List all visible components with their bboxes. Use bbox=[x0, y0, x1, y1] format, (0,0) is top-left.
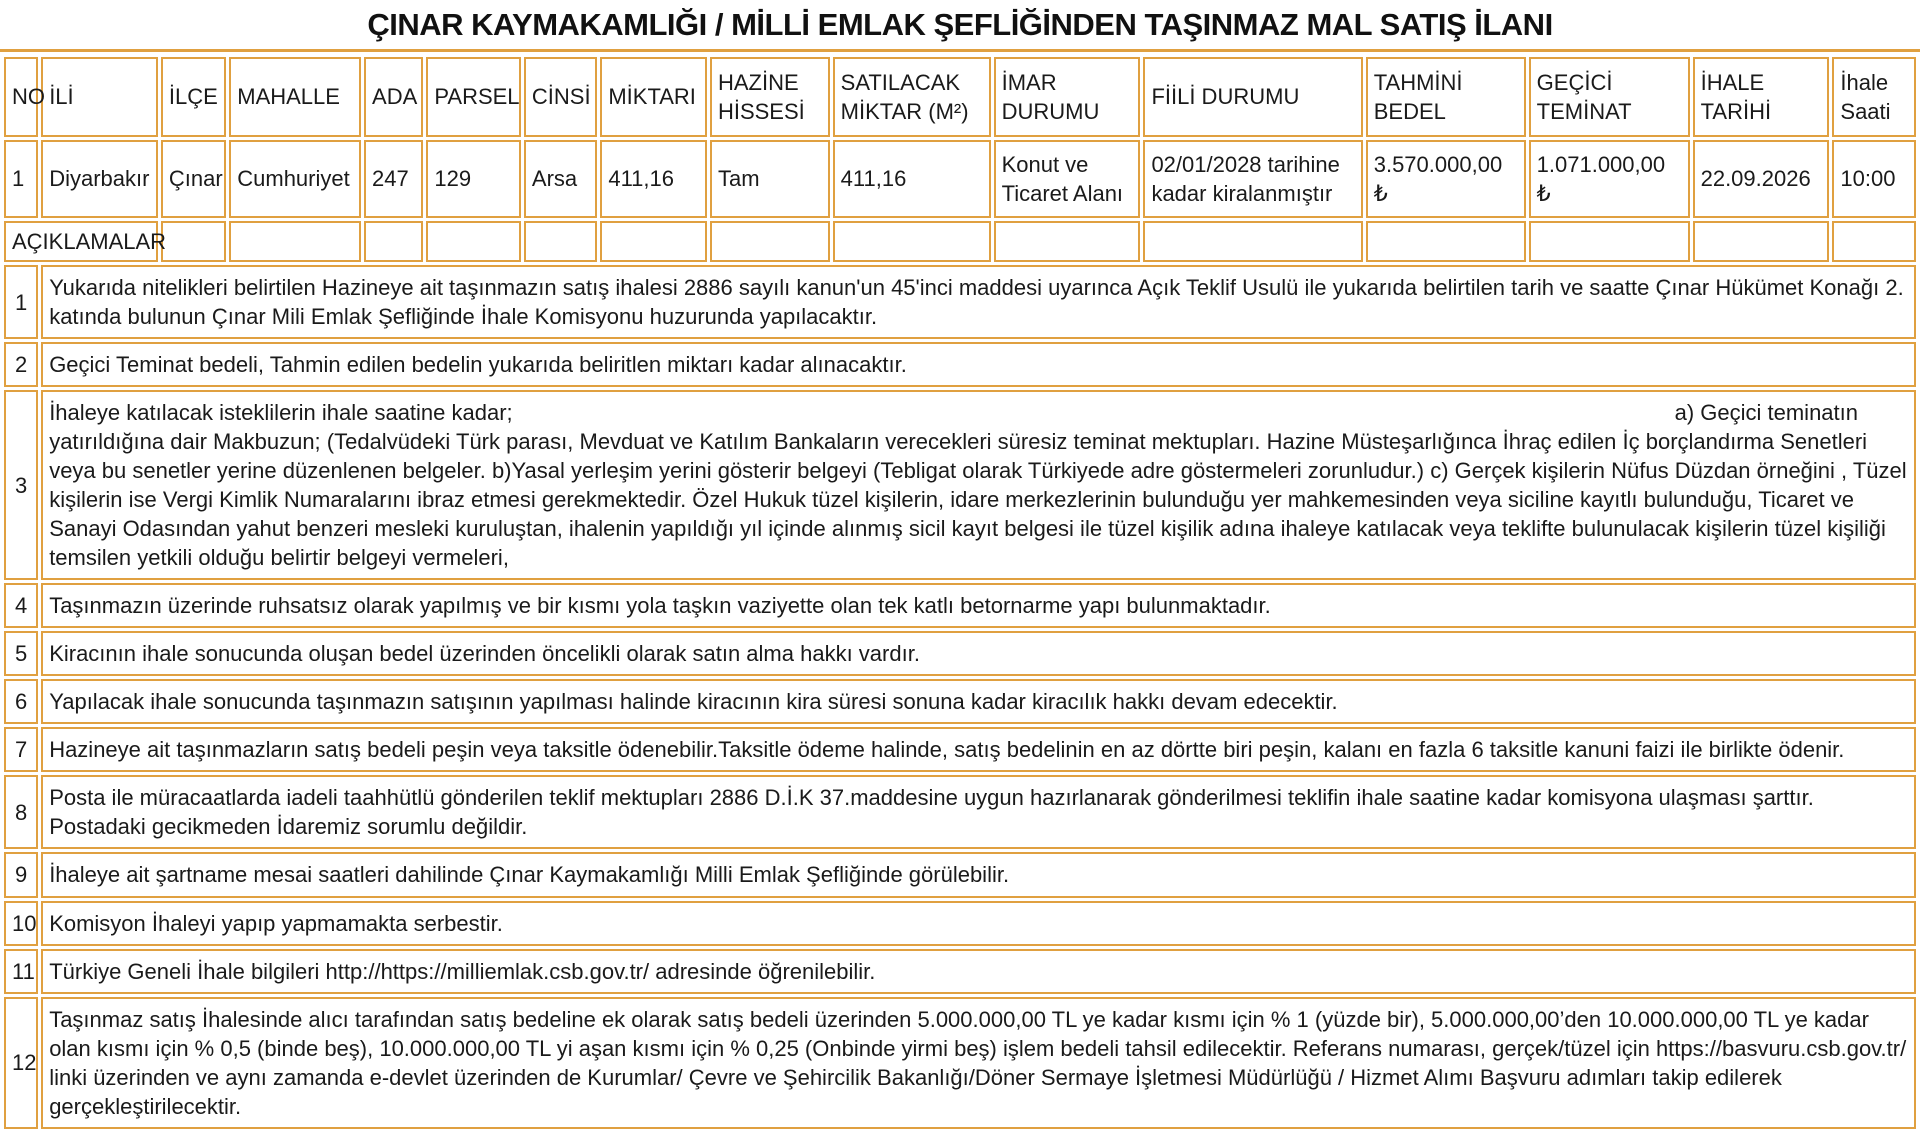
note-number: 4 bbox=[4, 583, 38, 628]
note-3-first-line bbox=[49, 398, 1908, 427]
header-satilacak-miktar: SATILACAK MİKTAR (M²) bbox=[833, 57, 991, 137]
cell-miktari: 411,16 bbox=[600, 140, 707, 218]
note-text bbox=[41, 390, 1916, 580]
header-il: İLİ bbox=[41, 57, 158, 137]
header-ilce: İLÇE bbox=[161, 57, 226, 137]
note-text: Komisyon İhaleyi yapıp yapmamakta serbestir. bbox=[41, 901, 1916, 946]
note-text: Geçici Teminat bedeli, Tahmin edilen bedelin yukarıda beliritlen miktarı kadar alınacaktır. bbox=[41, 342, 1916, 387]
table-row bbox=[4, 140, 1916, 218]
note-number: 7 bbox=[4, 727, 38, 772]
note-row bbox=[4, 583, 1916, 628]
header-ihale-tarihi: İHALE TARİHİ bbox=[1693, 57, 1830, 137]
note-text: Yapılacak ihale sonucunda taşınmazın satışının yapılması halinde kiracının kira süresi sonuna kadar kiracılık hakkı devam edecektir. bbox=[41, 679, 1916, 724]
cell-il: Diyarbakır bbox=[41, 140, 158, 218]
note-text: İhaleye ait şartname mesai saatleri dahilinde Çınar Kaymakamlığı Milli Emlak Şefliğinde görülebilir. bbox=[41, 852, 1916, 897]
note-number: 3 bbox=[4, 390, 38, 580]
header-parsel: PARSEL bbox=[426, 57, 521, 137]
note-number: 2 bbox=[4, 342, 38, 387]
note-3-intro: İhaleye katılacak isteklilerin ihale saatine kadar; bbox=[49, 400, 513, 426]
cell-ilce: Çınar bbox=[161, 140, 226, 218]
note-number: 9 bbox=[4, 852, 38, 897]
note-row bbox=[4, 775, 1916, 849]
header-no: NO bbox=[4, 57, 38, 137]
note-text: Taşınmazın üzerinde ruhsatsız olarak yapılmış ve bir kısmı yola taşkın vaziyette olan tek katlı betornarme yapı bulunmaktadır. bbox=[41, 583, 1916, 628]
aciklamalar-label: AÇIKLAMALAR bbox=[4, 221, 158, 262]
note-number: 10 bbox=[4, 901, 38, 946]
header-mahalle: MAHALLE bbox=[229, 57, 361, 137]
note-row bbox=[4, 901, 1916, 946]
note-text: Hazineye ait taşınmazların satış bedeli peşin veya taksitle ödenebilir.Taksitle ödeme halinde, satış bedelinin en az dörtte biri peşin, kalanı en fazla 6 taksitle kanuni faizi ile birlikte ödenir. bbox=[41, 727, 1916, 772]
page-title: ÇINAR KAYMAKAMLIĞI / MİLLİ EMLAK ŞEFLİĞİNDEN TAŞINMAZ MAL SATIŞ İLANI bbox=[0, 0, 1920, 52]
note-row bbox=[4, 631, 1916, 676]
note-number: 1 bbox=[4, 265, 38, 339]
header-gecici-teminat: GEÇİCİ TEMİNAT bbox=[1529, 57, 1690, 137]
header-row bbox=[4, 57, 1916, 137]
cell-satilacak-miktar: 411,16 bbox=[833, 140, 991, 218]
note-number: 8 bbox=[4, 775, 38, 849]
header-fiili-durumu: FİİLİ DURUMU bbox=[1143, 57, 1362, 137]
note-row bbox=[4, 390, 1916, 580]
header-tahmini-bedel: TAHMİNİ BEDEL bbox=[1366, 57, 1526, 137]
note-row bbox=[4, 265, 1916, 339]
announcement-table bbox=[1, 54, 1919, 1132]
cell-hazine-hissesi: Tam bbox=[710, 140, 830, 218]
header-miktari: MİKTARI bbox=[600, 57, 707, 137]
cell-ada: 247 bbox=[364, 140, 423, 218]
cell-gecici-teminat: 1.071.000,00 ₺ bbox=[1529, 140, 1690, 218]
note-row bbox=[4, 997, 1916, 1129]
cell-tahmini-bedel: 3.570.000,00 ₺ bbox=[1366, 140, 1526, 218]
note-3-body: yatırıldığına dair Makbuzun; (Tedalvüdeki Türk parası, Mevduat ve Katılım Bankaların verecekleri süresiz teminat mektupları. Hazine Müsteşarlığınca İhraç edilen İç borçlandırma Senetleri veya bu senetler yerine düzenlenen belgeler. b)Yasal yerleşim yerini gösterir belgeyi (Tebligat olarak Türkiyede adre göstermeleri zorunludur.) c) Gerçek kişilerin Nüfus Düzdan örneğini , Tüzel kişilerin ise Vergi Kimlik Numaralarını ibraz etmesi gerekmektedir. Özel Hukuk tüzel kişilerin, idare merkezlerinin bulunduğu yer mahkemesinden veya siciline kayıtlı bulunduğu, Ticaret ve Sanayi Odasından yahut benzeri mesleki kuruluştan, ihalenin yapıldığı yıl içinde alınmış sicil kayıt belgesi ile tüzel kişilik adına ihaleye katılacak veya teklifte bulunulacak kişilerin tüzel kişiliği temsilen yetkili olduğu belirtir belgeyi vermeleri, bbox=[49, 429, 1907, 571]
cell-parsel: 129 bbox=[426, 140, 521, 218]
cell-cinsi: Arsa bbox=[524, 140, 597, 218]
note-text: Yukarıda nitelikleri belirtilen Hazineye ait taşınmazın satış ihalesi 2886 sayılı kanun'un 45'inci maddesi uyarınca Açık Teklif Usulü ile yukarıda belirtilen tarih ve saatte Çınar Hükümet Konağı 2. katında bulunun Çınar Mili Emlak Şefliğinde İhale Komisyonu huzurunda yapılacaktır. bbox=[41, 265, 1916, 339]
note-number: 11 bbox=[4, 949, 38, 994]
note-number: 5 bbox=[4, 631, 38, 676]
aciklamalar-row bbox=[4, 221, 1916, 262]
note-text: Taşınmaz satış İhalesinde alıcı tarafından satış bedeline ek olarak satış bedeli üzerinden 5.000.000,00 TL ye kadar kısmı için % 1 (yüzde bir), 5.000.000,00’den 10.000.000,00 TL ye kadar olan kısmı için % 0,5 (binde beş), 10.000.000,00 TL yi aşan kısmı için % 0,25 (Onbinde yirmi beş) işlem bedeli tahsil edilecektir. Referans numarası, gerçek/tüzel için https://basvuru.csb.gov.tr/ linki üzerinden ve aynı zamanda e-devlet üzerinden de Kurumlar/ Çevre ve Şehircilik Bakanlığı/Döner Sermaye İşletmesi Müdürlüğü / Hizmet Alımı Başvuru adımları takip edilerek gerçekleştirilecektir. bbox=[41, 997, 1916, 1129]
cell-no: 1 bbox=[4, 140, 38, 218]
note-row bbox=[4, 727, 1916, 772]
note-text: Türkiye Geneli İhale bilgileri http://https://milliemlak.csb.gov.tr/ adresinde öğrenilebilir. bbox=[41, 949, 1916, 994]
note-row bbox=[4, 679, 1916, 724]
note-text: Posta ile müracaatlarda iadeli taahhütlü gönderilen teklif mektupları 2886 D.İ.K 37.maddesine uygun hazırlanarak gönderilmesi teklifin ihale saatine kadar komisyona ulaşması şarttır. Postadaki gecikmeden İdaremiz sorumlu değildir. bbox=[41, 775, 1916, 849]
note-3-right-part: a) Geçici teminatın bbox=[1674, 400, 1858, 426]
cell-mahalle: Cumhuriyet bbox=[229, 140, 361, 218]
header-ada: ADA bbox=[364, 57, 423, 137]
cell-ihale-saati: 10:00 bbox=[1832, 140, 1916, 218]
note-number: 12 bbox=[4, 997, 38, 1129]
header-hazine-hissesi: HAZİNE HİSSESİ bbox=[710, 57, 830, 137]
header-imar-durumu: İMAR DURUMU bbox=[994, 57, 1141, 137]
cell-imar-durumu: Konut ve Ticaret Alanı bbox=[994, 140, 1141, 218]
note-number: 6 bbox=[4, 679, 38, 724]
note-row bbox=[4, 852, 1916, 897]
header-cinsi: CİNSİ bbox=[524, 57, 597, 137]
note-text: Kiracının ihale sonucunda oluşan bedel üzerinden öncelikli olarak satın alma hakkı vardır. bbox=[41, 631, 1916, 676]
header-ihale-saati: İhale Saati bbox=[1832, 57, 1916, 137]
cell-ihale-tarihi: 22.09.2026 bbox=[1693, 140, 1830, 218]
cell-fiili-durumu: 02/01/2028 tarihine kadar kiralanmıştır bbox=[1143, 140, 1362, 218]
note-row bbox=[4, 342, 1916, 387]
note-row bbox=[4, 949, 1916, 994]
